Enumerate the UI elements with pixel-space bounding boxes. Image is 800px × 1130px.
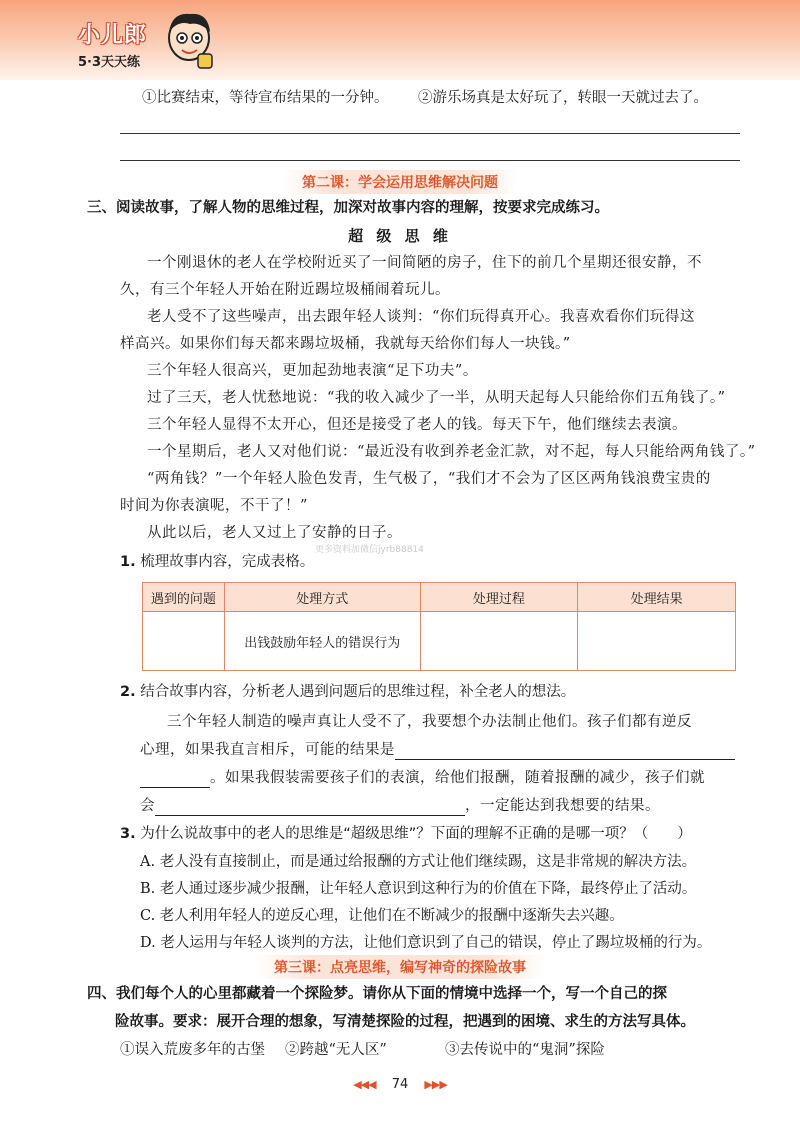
subquestion-2-number: 2. <box>120 684 136 700</box>
fill-text-line <box>140 740 735 760</box>
story-paragraph: 一个刚退休的老人在学校附近买了一间简陋的房子，住下的前几个星期还很安静，不 <box>147 255 702 271</box>
subquestion-1-number: 1. <box>120 554 136 570</box>
option-c[interactable]: C. 老人利用年轻人的逆反心理，让他们在不断减少的报酬中逐渐失去兴趣。 <box>140 908 624 924</box>
option-a[interactable]: A. 老人没有直接制止，而是通过给报酬的方式让他们继续踢，这是非常规的解决方法。 <box>140 854 697 870</box>
answer-line <box>120 160 740 161</box>
story-paragraph: 时间为你表演呢，不干了！” <box>120 498 308 514</box>
story-title: 超 级 思 维 <box>348 227 452 245</box>
fill-text: 。如果我假装需要孩子们的表演，给他们报酬，随着报酬的减少，孩子们就 <box>210 770 705 786</box>
choice-3[interactable]: ③去传说中的“鬼洞”探险 <box>445 1042 605 1058</box>
fill-text-line: 三个年轻人制造的噪声真让人受不了，我要想个办法制止他们。孩子们都有逆反 <box>167 714 692 730</box>
choice-1[interactable]: ①误入荒废多年的古堡 <box>120 1042 265 1058</box>
question-4-line: 险故事。要求：展开合理的想象，写清楚探险的过程，把遇到的困境、求生的方法写具体。 <box>115 1014 695 1030</box>
table-row <box>143 612 736 671</box>
subquestion-2-text: 结合故事内容，分析老人遇到问题后的思维过程，补全老人的想法。 <box>140 684 576 700</box>
right-arrows-icon: ▶▶▶ <box>424 1078 447 1091</box>
answer-line <box>120 133 740 134</box>
story-paragraph: 样高兴。如果你们每天都来踢垃圾桶，我就每天给你们每人一块钱。” <box>120 336 571 352</box>
question-3-heading: 三、阅读故事，了解人物的思维过程，加深对故事内容的理解，按要求完成练习。 <box>87 200 609 216</box>
subquestion-1 <box>120 552 314 572</box>
question-4-line: 四、我们每个人的心里都藏着一个探险梦。请你从下面的情境中选择一个，写一个自己的探 <box>87 986 667 1002</box>
page-footer <box>0 1077 800 1092</box>
subquestion-3-text: 为什么说故事中的老人的思维是“超级思维”？下面的理解不正确的是哪一项？（ ） <box>140 826 692 842</box>
story-table <box>142 582 736 671</box>
table-answer-cell[interactable] <box>143 612 225 671</box>
answer-blank[interactable] <box>140 787 210 788</box>
option-b[interactable]: B. 老人通过逐步减少报酬，让年轻人意识到这种行为的价值在下降，最终停止了活动。 <box>140 881 697 897</box>
answer-blank[interactable] <box>395 759 735 760</box>
choice-2[interactable]: ②跨越“无人区” <box>285 1042 387 1058</box>
table-header-row <box>143 583 736 612</box>
table-header-cell: 处理方式 <box>224 583 420 612</box>
brand-series: 5·3天天练 <box>78 55 141 70</box>
subquestion-3 <box>120 824 692 844</box>
table-header-cell: 处理结果 <box>578 583 736 612</box>
top-item-2: ②游乐场真是太好玩了，转眼一天就过去了。 <box>418 90 708 106</box>
story-paragraph: 三个年轻人显得不太开心，但还是接受了老人的钱。每天下午，他们继续去表演。 <box>147 417 687 433</box>
story-paragraph: 三个年轻人很高兴，更加起劲地表演“足下功夫”。 <box>147 363 478 379</box>
option-d[interactable]: D. 老人运用与年轻人谈判的方法，让他们意识到了自己的错误，停止了踢垃圾桶的行为。 <box>140 935 712 951</box>
table-answer-cell[interactable] <box>578 612 736 671</box>
story-paragraph: 一个星期后，老人又对他们说：“最近没有收到养老金汇款，对不起，每人只能给两角钱了。” <box>147 444 756 460</box>
story-paragraph: “两角钱？”一个年轻人脸色发青，生气极了，“我们才不会为了区区两角钱浪费宝贵的 <box>147 471 711 487</box>
table-header-cell: 遇到的问题 <box>143 583 225 612</box>
story-paragraph: 久，有三个年轻人开始在附近踢垃圾桶闹着玩儿。 <box>120 282 450 298</box>
story-paragraph: 过了三天，老人忧愁地说：“我的收入减少了一半，从明天起每人只能给你们五角钱了。” <box>147 390 726 406</box>
fill-text-line <box>140 768 705 788</box>
answer-blank[interactable] <box>155 815 465 816</box>
brand-logo <box>78 18 147 70</box>
page-number: 74 <box>391 1077 409 1092</box>
subquestion-2 <box>120 682 575 702</box>
top-item-1: ①比赛结束，等待宣布结果的一分钟。 <box>142 90 389 106</box>
section-3-title: 第三课：点亮思维，编写神奇的探险故事 <box>256 955 544 979</box>
fill-text: 心理，如果我直言相斥，可能的结果是 <box>140 742 395 758</box>
section-title <box>0 955 800 979</box>
fill-text: 会 <box>140 798 155 814</box>
fill-text-line <box>140 796 660 816</box>
subquestion-1-text: 梳理故事内容，完成表格。 <box>140 554 315 570</box>
table-cell: 出钱鼓励年轻人的错误行为 <box>224 612 420 671</box>
story-paragraph: 老人受不了这些噪声，出去跟年轻人谈判：“你们玩得真开心。我喜欢看你们玩得这 <box>147 309 695 325</box>
section-title <box>0 170 800 194</box>
watermark: 更多资料加微信jyrb88814 <box>315 545 424 555</box>
fill-text: ，一定能达到我想要的结果。 <box>465 798 660 814</box>
section-2-title: 第二课：学会运用思维解决问题 <box>284 170 516 194</box>
subquestion-3-number: 3. <box>120 826 136 842</box>
table-header-cell: 处理过程 <box>420 583 578 612</box>
mascot-icon <box>160 8 218 72</box>
brand-title: 小儿郎 <box>78 23 148 48</box>
left-arrows-icon: ◀◀◀ <box>353 1078 376 1091</box>
table-answer-cell[interactable] <box>420 612 578 671</box>
story-paragraph: 从此以后，老人又过上了安静的日子。 <box>147 525 402 541</box>
